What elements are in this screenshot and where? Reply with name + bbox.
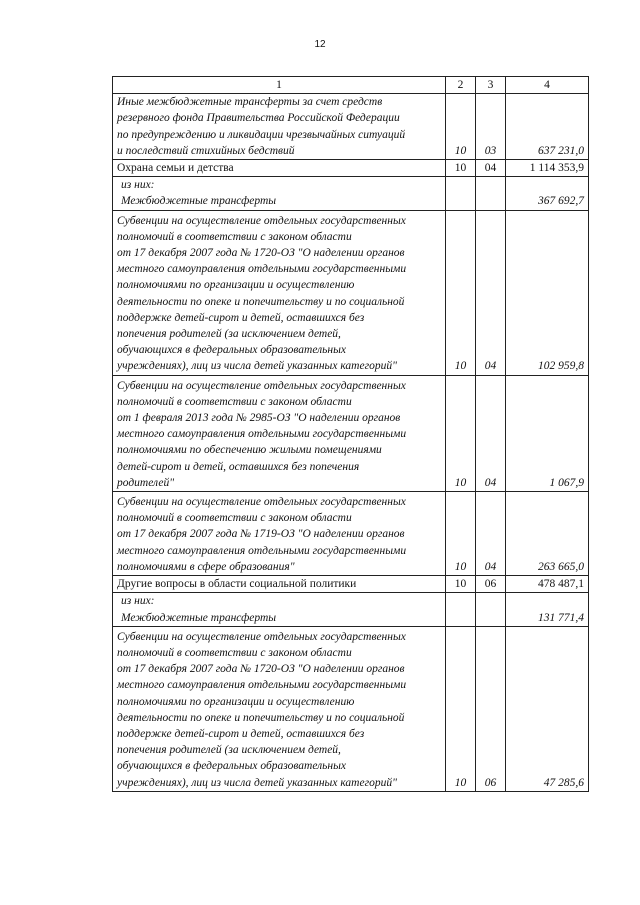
header-col-3: 3 [476, 77, 506, 94]
table-row [113, 492, 589, 576]
row-subsection-code: 06 [476, 626, 506, 791]
header-col-4: 4 [506, 77, 589, 94]
row-section-code: 10 [446, 210, 476, 375]
header-col-1: 1 [113, 77, 446, 94]
row-section-code: 10 [446, 160, 476, 177]
row-subsection-code: 04 [476, 492, 506, 576]
row-subsection-code: 04 [476, 160, 506, 177]
row-amount: 102 959,8 [506, 210, 589, 375]
row-amount: 478 487,1 [506, 576, 589, 593]
table-row [113, 576, 589, 593]
row-section-code [446, 177, 476, 210]
table-row [113, 626, 589, 791]
table-row [113, 210, 589, 375]
row-amount: 1 067,9 [506, 375, 589, 491]
row-description: Субвенции на осуществление отдельных государственных полномочий в соответствии с законом области от 17 декабря 2007 года № 1719-ОЗ "О наделении органов местного самоуправления отдельными государственными полномочиями в сфере образования" [113, 492, 446, 576]
row-amount: 47 285,6 [506, 626, 589, 791]
table-row [113, 177, 589, 210]
row-description: Другие вопросы в области социальной политики [113, 576, 446, 593]
row-description: Иные межбюджетные трансферты за счет средств резервного фонда Правительства Российской Федерации по предупреждению и ликвидации чрезвычайных ситуаций и последствий стихийных бедствий [113, 94, 446, 160]
row-section-code: 10 [446, 626, 476, 791]
header-col-2: 2 [446, 77, 476, 94]
row-amount: 367 692,7 [506, 177, 589, 210]
table-row [113, 94, 589, 160]
row-subsection-code [476, 593, 506, 626]
row-section-code: 10 [446, 94, 476, 160]
row-section-code: 10 [446, 375, 476, 491]
budget-table [112, 76, 589, 792]
row-amount: 131 771,4 [506, 593, 589, 626]
row-description: Субвенции на осуществление отдельных государственных полномочий в соответствии с законом области от 17 декабря 2007 года № 1720-ОЗ "О наделении органов местного самоуправления отдельными государственными полномочиями по организации и осуществлению деятельности по опеке и попечительству и по социальной поддержке детей-сирот и детей, оставшихся без попечения родителей (за исключением детей, обучающихся в федеральных образовательных учреждениях), лиц из числа детей указанных категорий" [113, 626, 446, 791]
header-row [113, 77, 589, 94]
row-amount: 1 114 353,9 [506, 160, 589, 177]
row-subsection-code: 03 [476, 94, 506, 160]
row-amount: 263 665,0 [506, 492, 589, 576]
table-row [113, 160, 589, 177]
row-description: из них: Межбюджетные трансферты [113, 177, 446, 210]
page-number: 12 [314, 39, 326, 50]
row-subsection-code: 04 [476, 210, 506, 375]
row-section-code: 10 [446, 492, 476, 576]
row-section-code: 10 [446, 576, 476, 593]
table-row [113, 593, 589, 626]
row-subsection-code: 06 [476, 576, 506, 593]
row-description: Охрана семьи и детства [113, 160, 446, 177]
row-subsection-code [476, 177, 506, 210]
row-subsection-code: 04 [476, 375, 506, 491]
row-description: Субвенции на осуществление отдельных государственных полномочий в соответствии с законом области от 1 февраля 2013 года № 2985-ОЗ "О наделении органов местного самоуправления отдельными государственными полномочиями по обеспечению жилыми помещениями детей-сирот и детей, оставшихся без попечения родителей" [113, 375, 446, 491]
row-section-code [446, 593, 476, 626]
row-description: из них: Межбюджетные трансферты [113, 593, 446, 626]
row-description: Субвенции на осуществление отдельных государственных полномочий в соответствии с законом области от 17 декабря 2007 года № 1720-ОЗ "О наделении органов местного самоуправления отдельными государственными полномочиями по организации и осуществлению деятельности по опеке и попечительству и по социальной поддержке детей-сирот и детей, оставшихся без попечения родителей (за исключением детей, обучающихся в федеральных образовательных учреждениях), лиц из числа детей указанных категорий" [113, 210, 446, 375]
row-amount: 637 231,0 [506, 94, 589, 160]
table-row [113, 375, 589, 491]
